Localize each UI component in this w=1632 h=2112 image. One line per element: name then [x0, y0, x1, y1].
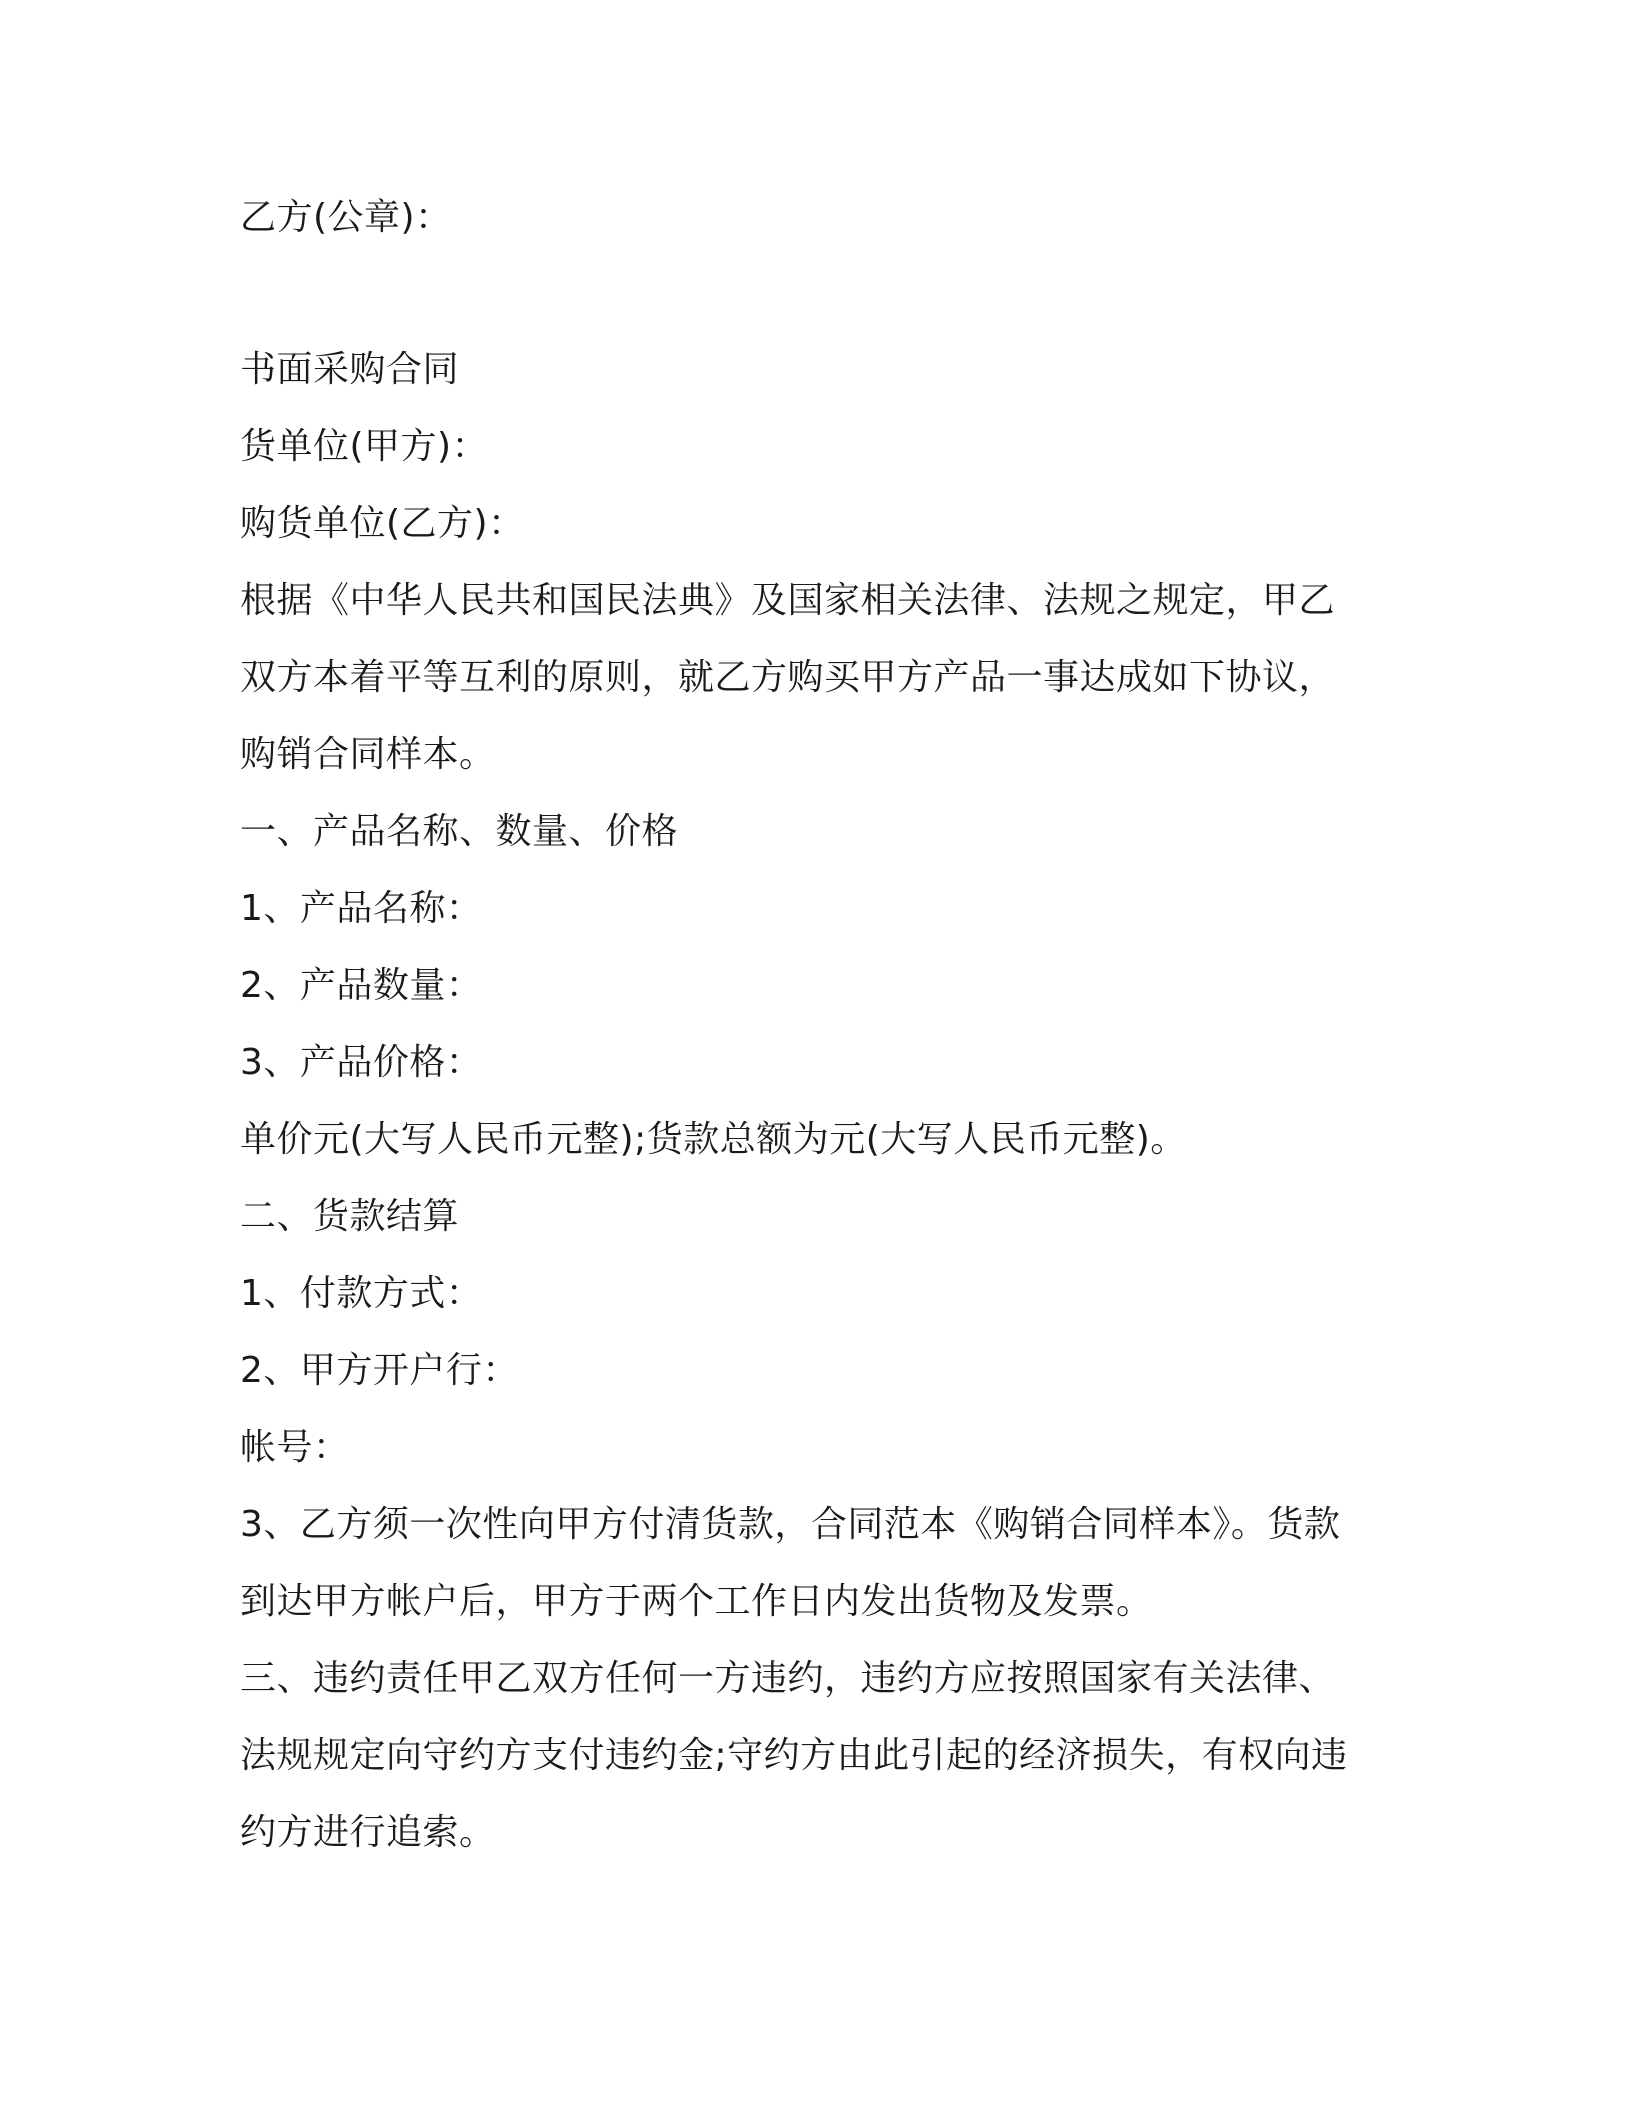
- payment-clause-line-2: 到达甲方帐户后，甲方于两个工作日内发出货物及发票。: [240, 1581, 1153, 1622]
- section-3-line-1: 三、违约责任甲乙双方任何一方违约，违约方应按照国家有关法律、: [240, 1658, 1336, 1699]
- product-quantity-item: 2、产品数量：: [240, 965, 483, 1006]
- section-3-line-3: 约方进行追索。: [240, 1812, 496, 1853]
- intro-line-1: 根据《中华人民共和国民法典》及国家相关法律、法规之规定，甲乙: [240, 580, 1336, 621]
- signature-line-party-b: 乙方(公章)：: [240, 197, 452, 238]
- bank-item: 2、甲方开户行：: [240, 1350, 519, 1391]
- intro-line-2: 双方本着平等互利的原则，就乙方购买甲方产品一事达成如下协议，: [240, 657, 1336, 698]
- section-1-heading: 一、产品名称、数量、价格: [240, 811, 679, 852]
- account-item: 帐号：: [240, 1427, 350, 1468]
- payment-method-item: 1、付款方式：: [240, 1273, 483, 1314]
- document-title: 书面采购合同: [240, 349, 460, 390]
- payment-clause-line-1: 3、乙方须一次性向甲方付清货款，合同范本《购销合同样本》。货款: [240, 1504, 1341, 1545]
- price-note: 单价元(大写人民币元整);货款总额为元(大写人民币元整)。: [240, 1119, 1187, 1160]
- intro-line-3: 购销合同样本。: [240, 734, 496, 775]
- section-2-heading: 二、货款结算: [240, 1196, 460, 1237]
- product-price-item: 3、产品价格：: [240, 1042, 483, 1083]
- supplier-line: 货单位(甲方)：: [240, 426, 489, 467]
- product-name-item: 1、产品名称：: [240, 888, 483, 929]
- section-3-line-2: 法规规定向守约方支付违约金;守约方由此引起的经济损失，有权向违: [240, 1735, 1348, 1776]
- buyer-line: 购货单位(乙方)：: [240, 503, 525, 544]
